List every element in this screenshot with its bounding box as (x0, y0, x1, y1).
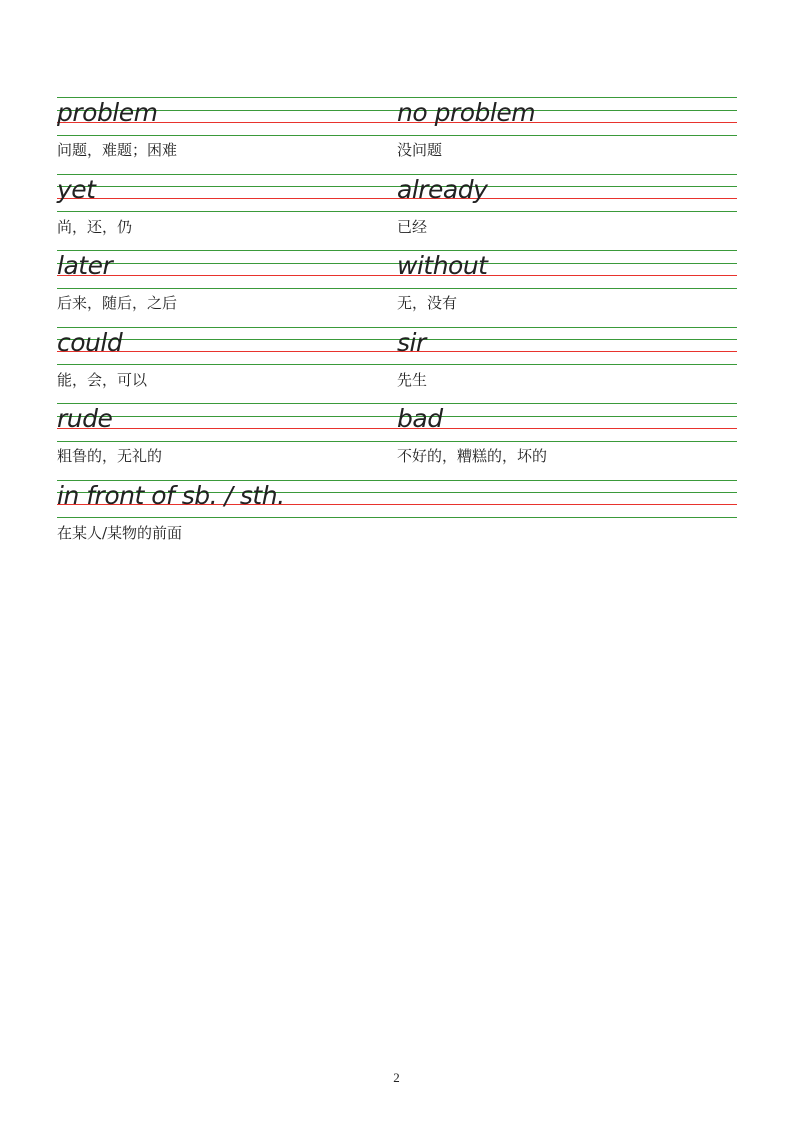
vocabulary-list (57, 97, 737, 556)
vocab-translation: 能，会，可以 (57, 370, 148, 389)
vocab-word: already (397, 174, 488, 204)
page-number: 2 (393, 1070, 400, 1085)
vocab-translation: 先生 (397, 370, 428, 389)
vocab-translation: 后来，随后，之后 (57, 294, 178, 312)
vocab-word: sir (397, 327, 426, 357)
vocab-row (57, 480, 737, 557)
guide-line-bottom (57, 288, 737, 289)
guide-line-bottom (57, 517, 737, 518)
vocab-word: bad (397, 404, 443, 433)
vocab-row (57, 174, 737, 251)
vocab-row (57, 327, 737, 404)
vocab-translation: 问题，难题；困难 (57, 141, 178, 159)
guide-line-bottom (57, 211, 737, 212)
vocab-word: no problem (397, 98, 536, 127)
vocab-word: rude (57, 404, 113, 433)
guide-line-bottom (57, 441, 737, 442)
vocab-word: in front of sb. / sth. (57, 480, 285, 510)
vocab-word: later (57, 251, 113, 280)
vocab-word: could (57, 327, 123, 357)
vocab-translation: 尚，还，仍 (57, 217, 133, 236)
vocab-row (57, 97, 737, 174)
vocab-word: without (397, 251, 488, 280)
vocab-word: problem (57, 98, 158, 127)
vocab-translation: 粗鲁的，无礼的 (57, 447, 163, 465)
vocab-translation: 在某人/某物的前面 (57, 523, 183, 542)
guide-line-bottom (57, 135, 737, 136)
vocab-word: yet (57, 174, 96, 204)
vocab-translation: 不好的，糟糕的，坏的 (397, 447, 548, 465)
vocab-row (57, 250, 737, 327)
guide-line-bottom (57, 364, 737, 365)
vocab-row (57, 403, 737, 480)
vocab-translation: 没问题 (397, 141, 443, 159)
vocab-translation: 无，没有 (397, 294, 458, 312)
vocab-translation: 已经 (397, 217, 428, 236)
